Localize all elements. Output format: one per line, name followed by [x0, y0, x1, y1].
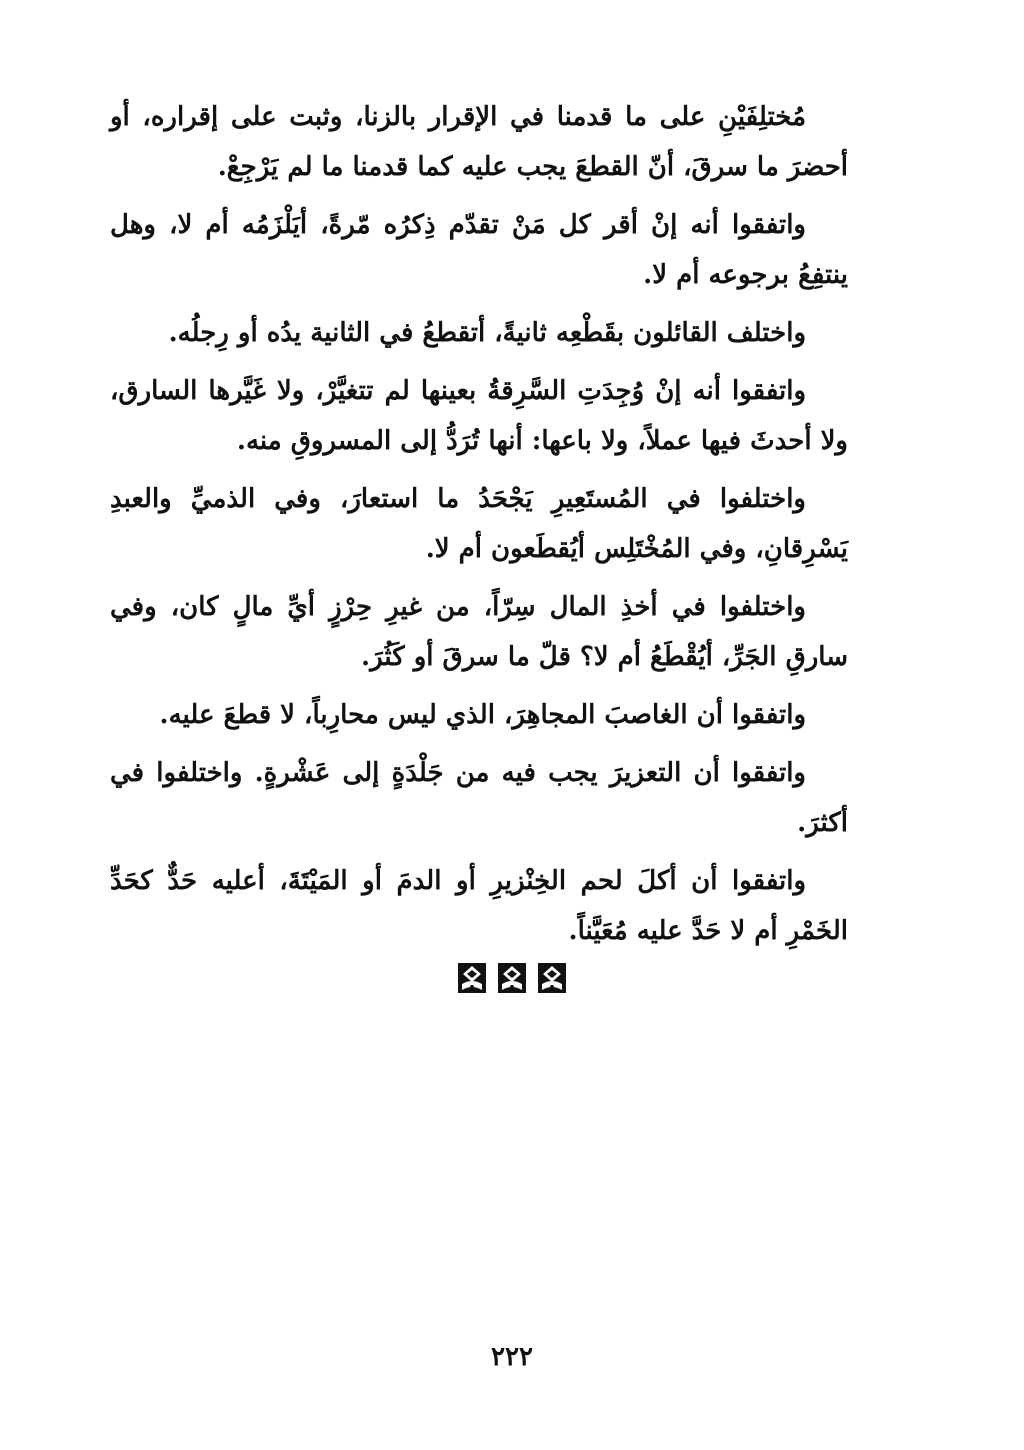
paragraph: واختلفوا في المُستَعِيرِ يَجْحَدُ ما استعارَ، وفي الذميِّ والعبدِ يَسْرِقانِ، وفي المُخْتَلِس أيُقطَعون أم لا.	[110, 484, 848, 564]
paragraph: واختلفوا في أخذِ المال سِرّاً، من غيرِ حِرْزٍ أيِّ مالٍ كان، وفي سارقِ الجَرِّ، أيُقْطَعُ أم لا؟ قلّ ما سرقَ أو كَثُرَ.	[110, 592, 848, 672]
section-divider-ornaments	[0, 962, 1024, 994]
ornament-icon	[537, 962, 567, 994]
paragraph: واتفقوا أن الغاصبَ المجاهِرَ، الذي ليس محارِباً، لا قطعَ عليه.	[159, 700, 806, 730]
paragraph: واختلف القائلون بقَطْعِه ثانيةً، أتقطعُ في الثانية يدُه أو رِجلُه.	[168, 318, 806, 348]
ornament-icon	[457, 962, 487, 994]
paragraph: مُختلِفَيْنِ على ما قدمنا في الإقرار بالزنا، وثبت على إقراره، أو أحضرَ ما سرقَ، أنّ القطعَ يجب عليه كما قدمنا ما لم يَرْجِعْ.	[110, 102, 848, 182]
page-number: ٢٢٢	[491, 1342, 533, 1372]
paragraph: واتفقوا أنه إنْ أقر كل مَنْ تقدّم ذِكرُه مّرةً، أيَلْزَمُه أم لا، وهل ينتفِعُ برجوعه أم لا.	[110, 210, 848, 290]
paragraph: واتفقوا أنه إنْ وُجِدَتِ السَّرِقةُ بعينها لم تتغيَّرْ، ولا غَيَّرها السارق، ولا أحدثَ فيها عملاً، ولا باعها: أنها تُرَدُّ إلى المسروقِ منه.	[110, 376, 848, 456]
paragraph: واتفقوا أن التعزيرَ يجب فيه من جَلْدَةٍ إلى عَشْرةٍ. واختلفوا في أكثرَ.	[110, 758, 848, 838]
arabic-text-body	[110, 92, 848, 964]
ornament-icon	[497, 962, 527, 994]
paragraph: واتفقوا أن أكلَ لحم الخِنْزيرِ أو الدمَ أو المَيْتَةَ، أعليه حَدٌّ كحَدِّ الخَمْرِ أم لا حَدَّ عليه مُعَيَّناً.	[110, 866, 848, 946]
